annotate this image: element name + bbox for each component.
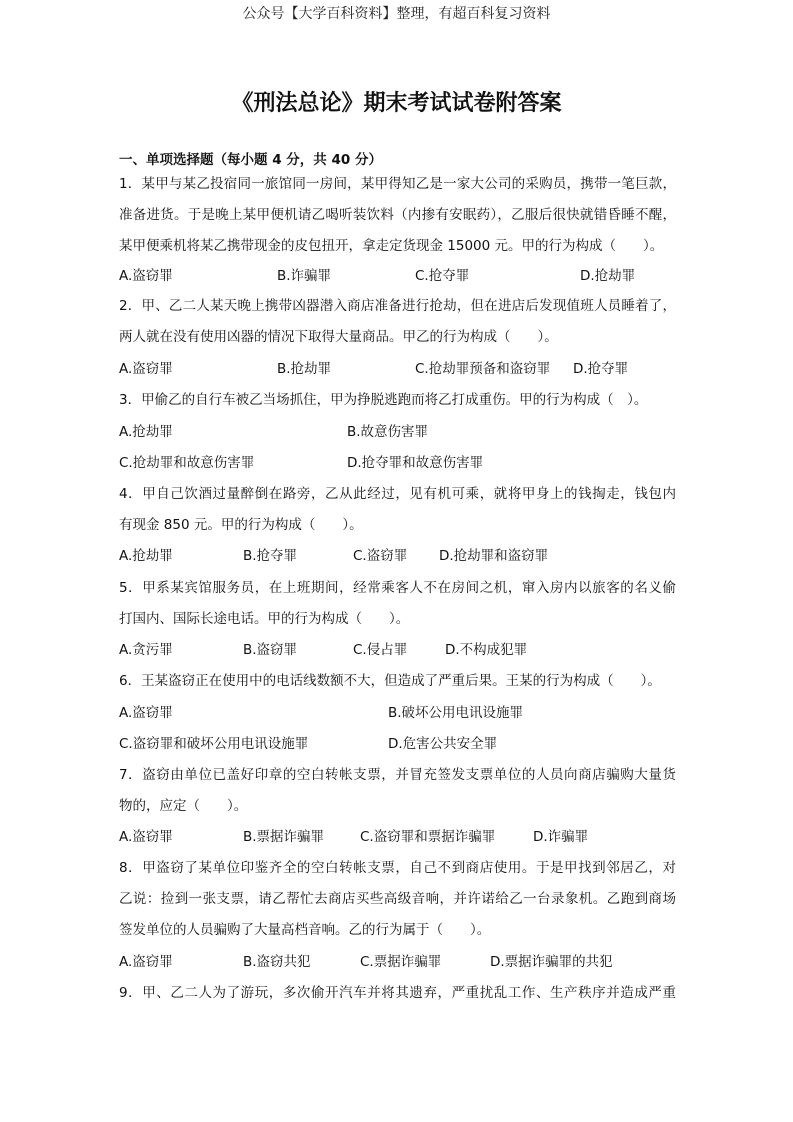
option-8d: D.票据诈骗罪的共犯 bbox=[490, 954, 613, 970]
option-3a: A.抢劫罪 bbox=[119, 424, 173, 440]
question-7-line: 物的，应定（ ）。 bbox=[119, 798, 248, 814]
option-4c: C.盗窃罪 bbox=[353, 548, 408, 564]
option-1c: C.抢夺罪 bbox=[415, 268, 470, 284]
question-2-line: 2．甲、乙二人某天晚上携带凶器潜入商店准备进行抢劫，但在进店后发现值班人员睡着了， bbox=[119, 298, 676, 314]
option-8c: C.票据诈骗罪 bbox=[360, 954, 442, 970]
option-1a: A.盗窃罪 bbox=[119, 268, 173, 284]
option-6c: C.盗窃罪和破坏公用电讯设施罪 bbox=[119, 736, 309, 752]
option-6d: D.危害公共安全罪 bbox=[388, 736, 498, 752]
option-7b: B.票据诈骗罪 bbox=[243, 829, 325, 845]
question-8-line: 乙说：捡到一张支票，请乙帮忙去商店买些高级音响，并许诺给乙一台录象机。乙跑到商场 bbox=[119, 891, 676, 907]
question-1-line: 某甲便乘机将某乙携带现金的皮包扭开，拿走定货现金 15000 元。甲的行为构成（ ）。 bbox=[119, 238, 664, 254]
option-1b: B.诈骗罪 bbox=[277, 268, 332, 284]
option-5a: A.贪污罪 bbox=[119, 642, 173, 658]
option-6a: A.盗窃罪 bbox=[119, 705, 173, 721]
option-3c: C.抢劫罪和故意伤害罪 bbox=[119, 455, 255, 471]
option-1d: D.抢劫罪 bbox=[580, 268, 636, 284]
question-7-line: 7．盗窃由单位已盖好印章的空白转帐支票，并冒充签发支票单位的人员向商店骗购大量货 bbox=[119, 767, 676, 783]
option-2b: B.抢劫罪 bbox=[277, 361, 332, 377]
question-1-line: 1．某甲与某乙投宿同一旅馆同一房间，某甲得知乙是一家大公司的采购员，携带一笔巨款， bbox=[119, 176, 676, 192]
option-3d: D.抢夺罪和故意伤害罪 bbox=[347, 455, 484, 471]
option-5c: C.侵占罪 bbox=[353, 642, 408, 658]
option-8b: B.盗窃共犯 bbox=[243, 954, 311, 970]
question-9-line: 9．甲、乙二人为了游玩，多次偷开汽车并将其遗弃，严重扰乱工作、生产秩序并造成严重 bbox=[119, 985, 676, 1001]
option-3b: B.故意伤害罪 bbox=[347, 424, 429, 440]
question-4-line: 有现金 850 元。甲的行为构成（ ）。 bbox=[119, 517, 363, 533]
question-8-line: 签发单位的人员骗购了大量高档音响。乙的行为属于（ ）。 bbox=[119, 922, 491, 938]
page-header: 公众号【大学百科资料】整理，有超百科复习资料 bbox=[242, 6, 551, 22]
option-4b: B.抢夺罪 bbox=[243, 548, 298, 564]
option-7d: D.诈骗罪 bbox=[533, 829, 589, 845]
question-6-line: 6．王某盗窃正在使用中的电话线数额不大，但造成了严重后果。王某的行为构成（ ）。 bbox=[119, 673, 661, 689]
question-8-line: 8．甲盗窃了某单位印鉴齐全的空白转帐支票，自己不到商店使用。于是甲找到邻居乙，对 bbox=[119, 860, 676, 876]
option-4d: D.抢劫罪和盗窃罪 bbox=[439, 548, 549, 564]
option-7a: A.盗窃罪 bbox=[119, 829, 173, 845]
question-5-line: 打国内、国际长途电话。甲的行为构成（ ）。 bbox=[119, 611, 410, 627]
question-1-line: 准备进货。于是晚上某甲便机请乙喝听装饮料（内掺有安眠药），乙服后很快就错昏睡不醒， bbox=[119, 207, 676, 223]
question-5-line: 5．甲系某宾馆服务员，在上班期间，经常乘客人不在房间之机，窜入房内以旅客的名义偷 bbox=[119, 580, 676, 596]
option-2d: D.抢夺罪 bbox=[573, 361, 629, 377]
option-5d: D.不构成犯罪 bbox=[445, 642, 528, 658]
question-2-line: 两人就在没有使用凶器的情况下取得大量商品。甲乙的行为构成（ ）。 bbox=[119, 329, 558, 345]
option-5b: B.盗窃罪 bbox=[243, 642, 298, 658]
option-2c: C.抢劫罪预备和盗窃罪 bbox=[415, 361, 551, 377]
question-3-line: 3．甲偷乙的自行车被乙当场抓住，甲为挣脱逃跑而将乙打成重伤。甲的行为构成（ ）。 bbox=[119, 392, 648, 408]
option-4a: A.抢劫罪 bbox=[119, 548, 173, 564]
option-2a: A.盗窃罪 bbox=[119, 361, 173, 377]
section-heading: 一、单项选择题（每小题 4 分，共 40 分） bbox=[119, 152, 382, 168]
option-6b: B.破坏公用电讯设施罪 bbox=[388, 705, 524, 721]
question-4-line: 4．甲自己饮酒过量醉倒在路旁，乙从此经过，见有机可乘，就将甲身上的钱掏走，钱包内 bbox=[119, 486, 676, 502]
option-7c: C.盗窃罪和票据诈骗罪 bbox=[360, 829, 496, 845]
option-8a: A.盗窃罪 bbox=[119, 954, 173, 970]
page-title: 《刑法总论》期末考试试卷附答案 bbox=[231, 90, 562, 116]
